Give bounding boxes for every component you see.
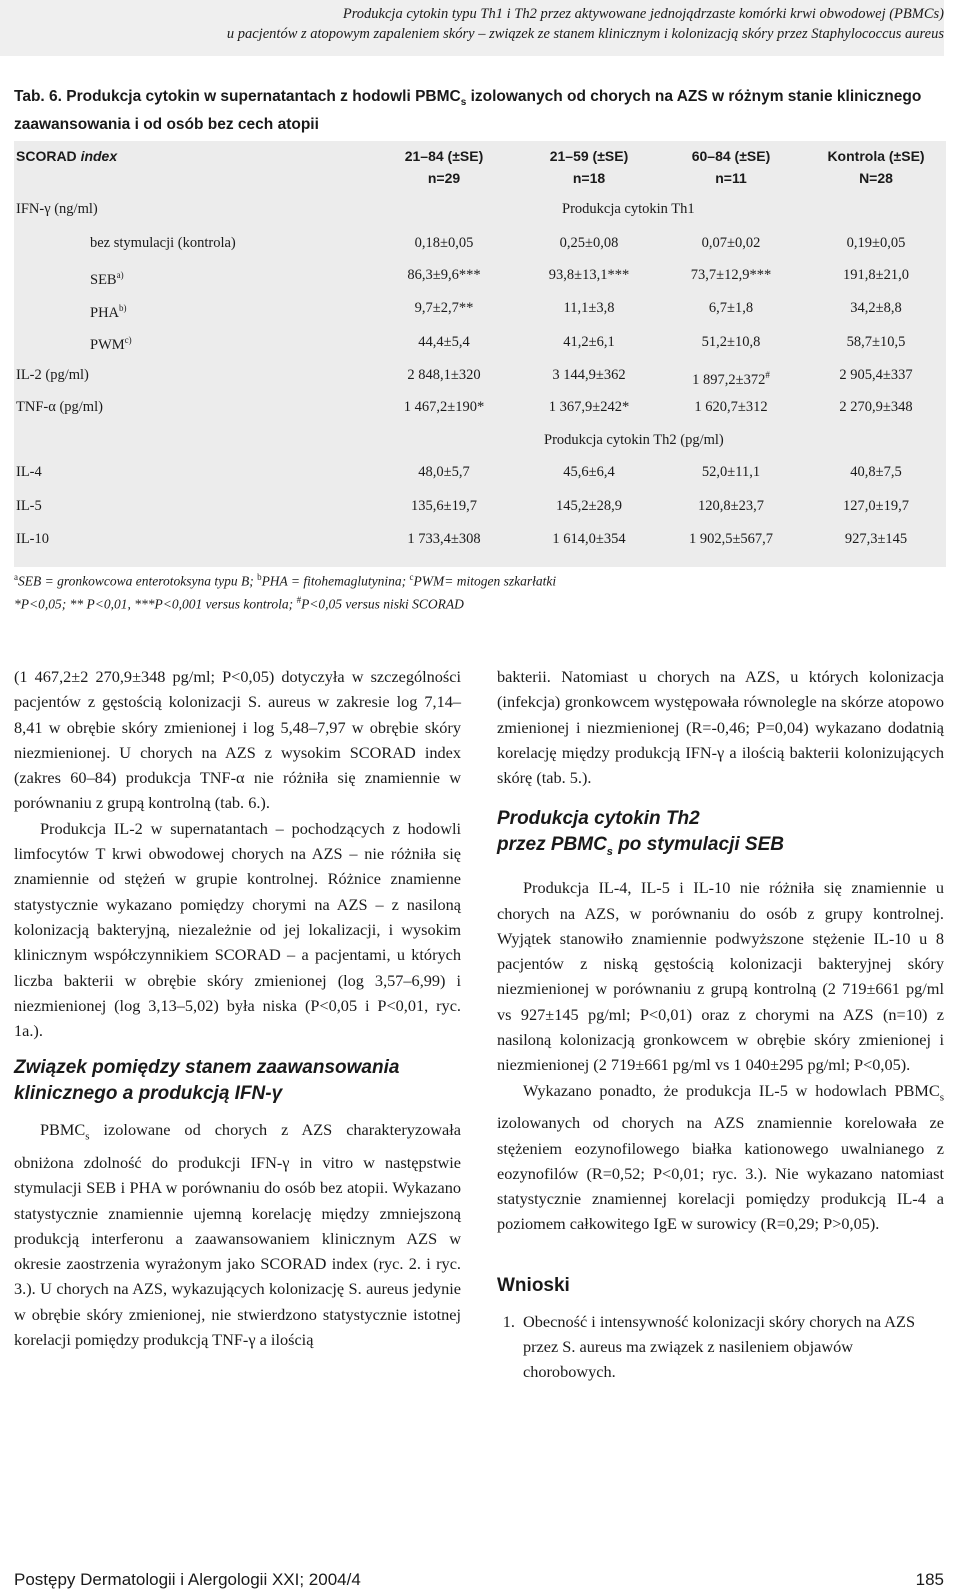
- footnote-line-2: *P<0,05; ** P<0,01, ***P<0,001 versus kontrola; #P<0,05 versus niski SCORAD: [14, 594, 464, 611]
- table-cell: 0,18±0,05: [414, 235, 474, 251]
- header-col-1: [369, 147, 519, 187]
- section-heading-th2-line2: przez PBMC: [497, 834, 607, 856]
- header-col-4-range: Kontrola (±SE): [827, 148, 925, 164]
- table-cell: 127,0±19,7: [843, 498, 909, 514]
- table-cell: 41,2±6,1: [563, 334, 615, 350]
- table-cell: 1 467,2±190*: [403, 399, 485, 415]
- left-paragraph-3: [14, 1117, 461, 1352]
- right-paragraph-3-rest: izolowanych od chorych na AZS znamiennie korelowała ze stężeniem eozynofilowego białka kationowego uwalnianego z eozynofilów (R=0,52; P<0,01; ryc. 3.). Nie wykazano natomiast statystycznie znamiennej korelacji pomiędzy produkcją IL-4 a poziomem całkowitego IgE w surowicy (R=0,29; P>0,05).: [497, 1113, 944, 1234]
- section-heading-conclusions: Wnioski: [497, 1274, 570, 1296]
- header-col-1-n: n=29: [427, 170, 461, 186]
- right-paragraph-3-sub: s: [939, 1090, 944, 1103]
- footnote-hash: P<0,05 versus niski SCORAD: [301, 596, 464, 611]
- right-paragraph-1: bakterii. Natomiast u chorych na AZS, u których kolonizacja (infekcja) gronkowcem występowała równolegle na skórze atopowo zmienionej i niezmienionej (R=-0,46; P=0,04) wykazano dodatnią korelację między produkcją IFN-γ a ilością bakterii kolonizujących skórę (tab. 5.).: [497, 667, 944, 788]
- footnote-b: PHA = fitohemaglutynina;: [261, 573, 410, 589]
- row-label: [90, 331, 132, 354]
- table-cell: 51,2±10,8: [701, 334, 761, 350]
- header-col-4: [801, 147, 951, 187]
- running-head-line-1: Produkcja cytokin typu Th1 i Th2 przez aktywowane jednojądrzaste komórki krwi obwodowej (PBMCs): [342, 6, 944, 22]
- table-cell: 44,4±5,4: [418, 334, 470, 350]
- table-caption-main: Tab. 6. Produkcja cytokin w supernatantach z hodowli PBMC: [14, 88, 461, 105]
- table-cell: 1 614,0±354: [552, 531, 626, 547]
- running-head-line-2: u pacjentów z atopowym zapaleniem skóry – związek ze stanem klinicznym i kolonizacją skóry przez Staphylococcus aureus: [226, 26, 944, 42]
- right-paragraph-3: [497, 1078, 944, 1237]
- right-paragraph-2: Produkcja IL-4, IL-5 i IL-10 nie różniła się znamiennie u chorych na AZS, w porównaniu do osób z grupy kontrolnej. Wyjątek stanowiło znamiennie podwyższone stężenie IL-10 u 8 pacjentów z niską gęstością kolonizacji bakteryjnej skóry niezmienionej w porównaniu z grupą kontrolną (2 719±661 pg/ml vs 927±145 pg/ml; P<0,01) oraz z chorymi na AZS (n=10) z nasiloną kolonizacją gronkowcem w obrębie skóry zmienionej i niezmienionej (2 719±661 pg/ml vs 1 040±295 pg/ml; P<0,05).: [497, 878, 944, 1075]
- section-heading-ifn: Związek pomiędzy stanem zaawansowania klinicznego a produkcją IFN-γ: [14, 1057, 400, 1105]
- row-label-text: PWM: [90, 336, 125, 353]
- section-heading-th2: [497, 806, 944, 865]
- row-label: IL-5: [16, 498, 42, 514]
- row-label: IL-10: [16, 531, 50, 547]
- left-paragraph-3-start: PBMC: [40, 1120, 86, 1140]
- table-cell: 86,3±9,6***: [407, 267, 481, 283]
- table-cell: 2 848,1±320: [407, 367, 481, 383]
- table-cell-value: 1 897,2±372: [692, 371, 766, 388]
- table-cell: 1 733,4±308: [407, 531, 481, 547]
- journal-footer: Postępy Dermatologii i Alergologii XXI; 2004/4: [14, 1570, 361, 1589]
- table-cell: 45,6±6,4: [563, 464, 615, 480]
- table-cell: 1 620,7±312: [694, 399, 768, 415]
- header-index: index: [80, 148, 118, 164]
- row-label-sup: a): [116, 270, 124, 280]
- table-cell: 93,8±13,1***: [548, 267, 630, 283]
- left-paragraph-3-rest: izolowane od chorych z AZS charakteryzowała obniżona zdolność do produkcji IFN-γ in vitro w następstwie stymulacji SEB i PHA w porównaniu do osób bez atopii. Wykazano statystycznie znamiennie ujemną korelację między zmniejszoną produkcją interferonu a zaawansowaniem klinicznym AZS w okresie zaostrzenia wyrażonym jako SCORAD index (ryc. 2. i ryc. 3.). U chorych na AZS, wykazujących kolonizację S. aureus jedynie w obrębie skóry zmienionej, nie stwierdzono statystycznie istotnej korelacji pomiędzy produkcją TNF-γ a ilością: [14, 1120, 461, 1350]
- table-cell: 40,8±7,5: [850, 464, 902, 480]
- table-cell: 6,7±1,8: [708, 300, 754, 316]
- table-cell: 11,1±3,8: [563, 300, 615, 316]
- header-col-3: [656, 147, 806, 187]
- left-paragraph-2: Produkcja IL-2 w supernatantach – pochodzących z hodowli limfocytów T krwi obwodowej chorych na AZS – nie różniła się znamiennie od stężeń w grupie kontrolnej. Różnice znamienne statystycznie wykazano pomiędzy chorymi na AZS – z nasiloną kolonizacją bakteryjną, niezależnie od jej lokalizacji, i wysokim klinicznym współczynnikiem SCORAD – a pacjentami, u których liczba bakterii w obrębie skóry zmienionej (log 3,57–6,99) i niezmienionej (log 3,13–5,02) była niska (P<0,05 i P<0,01, ryc. 1a.).: [14, 818, 461, 1041]
- table-cell: 1 902,5±567,7: [688, 531, 774, 547]
- row-label: IL-4: [16, 464, 42, 480]
- footnote-c: PWM= mitogen szkarłatki: [413, 573, 557, 589]
- header-col-3-range: 60–84 (±SE): [691, 148, 771, 164]
- left-column: [14, 664, 461, 1352]
- header-col-3-n: n=11: [715, 170, 747, 186]
- table-cell: [656, 366, 806, 389]
- header-col-4-n: N=28: [859, 170, 893, 186]
- table-cell: 0,25±0,08: [559, 235, 619, 251]
- table-cell: 58,7±10,5: [846, 334, 906, 350]
- header-col-1-range: 21–84 (±SE): [404, 148, 484, 164]
- table-cell-sup: #: [765, 370, 770, 380]
- list-item: 1. Obecność i intensywność kolonizacji skóry chorych na AZS przez S. aureus ma związek z nasileniem objawów chorobowych.: [519, 1309, 944, 1385]
- table-cell: 0,07±0,02: [701, 235, 761, 251]
- table-cell: 73,7±12,9***: [690, 267, 772, 283]
- table-footnotes: [14, 568, 556, 613]
- table-cell: 34,2±8,8: [850, 300, 902, 316]
- section-heading-th2-sub: s: [606, 846, 613, 859]
- table-cell: 9,7±2,7**: [414, 300, 474, 316]
- header-col-2: [514, 147, 664, 187]
- table-cell: 135,6±19,7: [411, 498, 477, 514]
- footnote-a: SEB = gronkowcowa enterotoksyna typu B;: [18, 573, 258, 589]
- right-paragraph-3-start: Wykazano ponadto, że produkcja IL-5 w hodowlach PBMC: [523, 1080, 940, 1100]
- section-heading-th2-rest: po stymulacji SEB: [612, 834, 784, 856]
- table-cell: 145,2±28,9: [556, 498, 622, 514]
- row-label-text: PHA: [90, 304, 120, 321]
- footnote-line-1: $^a$SEB = gronkowcowa enterotoksyna typu B; $^b$PHA = fitohemaglutynina; $^c$PWM= mitogen szkarłatki: [14, 572, 557, 589]
- cytokine-table: [14, 141, 946, 567]
- row-label-sup: b): [119, 303, 127, 313]
- table-cell: 120,8±23,7: [698, 498, 764, 514]
- table-caption: [14, 86, 944, 136]
- row-label: [90, 299, 127, 322]
- row-label-sup: c): [124, 335, 132, 345]
- right-column: [497, 664, 944, 1385]
- table-cell: 2 905,4±337: [839, 367, 913, 383]
- row-label: bez stymulacji (kontrola): [90, 235, 236, 251]
- table-cell: 927,3±145: [844, 531, 908, 547]
- tnf-alpha-label: TNF-α (pg/ml): [16, 399, 103, 415]
- header-scorad: SCORAD: [16, 148, 81, 164]
- th1-section-label: Produkcja cytokin Th1: [562, 201, 695, 217]
- table-cell: 191,8±21,0: [843, 267, 909, 283]
- table-caption-subscript: s: [460, 97, 467, 109]
- row-label: [90, 266, 124, 289]
- th2-section-label: Produkcja cytokin Th2 (pg/ml): [544, 432, 724, 448]
- running-head: [0, 0, 944, 56]
- il2-label: IL-2 (pg/ml): [16, 367, 89, 383]
- ifn-gamma-label: IFN-γ (ng/ml): [16, 201, 98, 217]
- table-caption-rest: izolowanych od chorych na AZS w różnym stanie klinicznego zaawansowania i od osób bez cech atopii: [14, 88, 922, 134]
- section-heading-th2-line1: Produkcja cytokin Th2: [497, 808, 700, 830]
- table-cell: 48,0±5,7: [418, 464, 470, 480]
- left-paragraph-3-sub: s: [85, 1130, 90, 1143]
- header-col-2-n: n=18: [572, 170, 606, 186]
- table-cell: 3 144,9±362: [552, 367, 626, 383]
- page-number: 185: [915, 1570, 944, 1589]
- footnote-significance: *P<0,05; ** P<0,01, ***P<0,001 versus kontrola;: [14, 596, 297, 611]
- header-col-2-range: 21–59 (±SE): [549, 148, 629, 164]
- row-label-text: SEB: [90, 271, 117, 288]
- table-cell: 0,19±0,05: [846, 235, 906, 251]
- header-first-col: [16, 147, 117, 165]
- table-cell: 52,0±11,1: [701, 464, 761, 480]
- table-cell: 2 270,9±348: [839, 399, 913, 415]
- table-cell: 1 367,9±242*: [548, 399, 630, 415]
- left-paragraph-1: (1 467,2±2 270,9±348 pg/ml; P<0,05) dotyczyła w szczególności pacjentów z gęstością kolonizacji S. aureus w zakresie log 7,14–8,41 w obrębie skóry zmienionej i log 5,48–7,97 w obrębie skóry niezmienionej. U chorych na AZS z wysokim SCORAD index (zakres 60–84) produkcja TNF-α nie różniła się znamiennie w porównaniu z grupą kontrolną (tab. 6.).: [14, 667, 461, 813]
- conclusions-list: [497, 1309, 944, 1385]
